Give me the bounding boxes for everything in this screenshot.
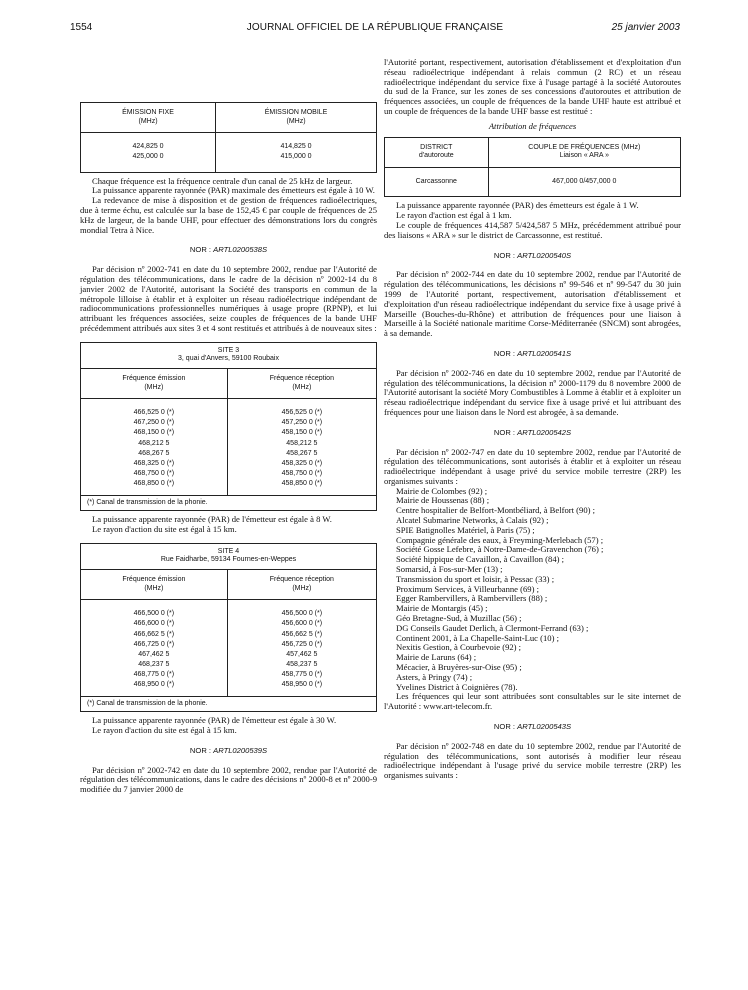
- emission-table: [80, 102, 377, 173]
- paragraph: Le rayon d'action est égal à 1 km.: [396, 210, 512, 221]
- list-item: Société Gosse Lefebre, à Notre-Dame-de-Gravenchon (76) ;: [396, 544, 604, 555]
- site3-title: SITE 3 3, quai d'Anvers, 59100 Roubaix: [81, 342, 377, 368]
- list-item: Mécacier, à Bruyères-sur-Oise (95) ;: [396, 662, 522, 673]
- site3-note: (*) Canal de transmission de la phonie.: [81, 495, 377, 511]
- list-item: Mairie de Montargis (45) ;: [396, 603, 488, 614]
- paragraph: Le rayon d'action du site est égal à 15 km.: [92, 725, 237, 736]
- list-item: Société hippique de Cavaillon, à Cavaillon (84) ;: [396, 554, 565, 565]
- journal-title: JOURNAL OFFICIEL DE LA RÉPUBLIQUE FRANÇAISE: [246, 22, 504, 33]
- paragraph: La puissance apparente rayonnée (PAR) de l'émetteur est égale à 8 W.: [92, 514, 332, 525]
- site3-emission-header: Fréquence émission (MHz): [81, 368, 228, 398]
- emission-fixe-values: 424,825 0 425,000 0: [81, 133, 216, 172]
- nor-reference: NOR : ARTL0200539S: [189, 745, 268, 755]
- paragraph: Par décision nº 2002-742 en date du 10 septembre 2002, rendue par l'Autorité de régulation des télécommunications, dans le cadre des décisions nº 2000-8 et nº 2000-9 modifiée du 7 janvier 2000 de: [80, 764, 377, 795]
- paragraph: Par décision nº 2002-748 en date du 10 septembre 2002, rendue par l'Autorité de régulation des télécommunications, sont autorisés à modifier leur réseau radioélectrique indépendant à l'usage privé du service mobile terrestre (2RP) les organismes suivants :: [384, 740, 681, 781]
- paragraph: Le rayon d'action du site est égal à 15 km.: [92, 523, 237, 534]
- publication-date: 25 janvier 2003: [611, 22, 680, 33]
- paragraph: Les fréquences qui leur sont attribuées sont consultables sur le site internet de l'Autorité : www.art-telecom.fr.: [384, 691, 681, 712]
- list-item: Centre hospitalier de Belfort-Montbéliard, à Belfort (90) ;: [396, 505, 596, 516]
- list-item: Egger Rambervillers, à Rambervillers (88) ;: [396, 593, 548, 604]
- district-header: DISTRICT d'autoroute: [385, 137, 489, 167]
- paragraph: Par décision nº 2002-741 en date du 10 septembre 2002, rendue par l'Autorité de régulation des télécommunications, dans le cadre de la décision nº 2002-14 du 8 janvier 2002 de l'Autorité, autorisant la Société des transports en commun de la métropole lilloise à établir et à exploiter un réseau radioélectrique indépendant de radiocommunications professionnelles numériques à usage propre (RPNP), et lui attribuant les fréquences associées, seize couples de fréquences de la bande UHF précédemment attribués aux sites 3 et 4 sont restitués et attribués à de nouveaux sites :: [80, 264, 377, 333]
- list-item: Yvelines District à Coignières (78).: [396, 681, 518, 692]
- nor-reference: NOR : ARTL0200542S: [493, 427, 572, 437]
- list-item: Mairie de Houssenas (88) ;: [396, 495, 490, 506]
- list-item: Mairie de Laruns (64) ;: [396, 652, 477, 663]
- list-item: Proximum Services, à Villeurbanne (69) ;: [396, 583, 540, 594]
- list-item: Alcatel Submarine Networks, à Calais (92) ;: [396, 515, 549, 526]
- paragraph: Par décision nº 2002-744 en date du 10 septembre 2002, rendue par l'Autorité de régulation des télécommunications, les décisions nº 99-546 et nº 99-547 du 30 juin 1999 de l'Autorité portant, respectivement, autorisation d'établissement et d'exploitation d'un réseau radioélectrique indépendant du service fixe à usage privé à Marseille (Bouches-du-Rhône) et attribution de fréquences pour une liaison à Marseille à la Société nationale maritime Corse-Méditerranée (SNCM) sont abrogées, à sa demande.: [384, 269, 681, 339]
- frequency-couple-cell: 467,000 0/457,000 0: [488, 167, 680, 197]
- list-item: Compagnie générale des eaux, à Freyming-Merlebach (57) ;: [396, 534, 604, 545]
- paragraph: La puissance apparente rayonnée (PAR) maximale des émetteurs est égale à 10 W.: [92, 185, 375, 196]
- emission-mobile-values: 414,825 0 415,000 0: [216, 133, 377, 172]
- frequency-couple-header: COUPLE DE FRÉQUENCES (MHz) Liaison « ARA »: [488, 137, 680, 167]
- paragraph: Par décision nº 2002-747 en date du 10 septembre 2002, rendue par l'Autorité de régulation des télécommunications, sont autorisés à établir et à exploiter un réseau radioélectrique indépendant à usage privé du service mobile terrestre (2RP) les organismes suivants :: [384, 446, 681, 486]
- list-item: Nexitis Gestion, à Courbevoie (92) ;: [396, 642, 522, 653]
- left-column: [80, 70, 377, 795]
- attribution-table: [384, 137, 681, 198]
- nor-reference: NOR : ARTL0200543S: [493, 722, 572, 732]
- paragraph: Par décision nº 2002-746 en date du 10 septembre 2002, rendue par l'Autorité de régulation des télécommunications, la décision nº 2000-1179 du 8 novembre 2000 de l'Autorité autorisant la société Mory Combustibles à Lomme à établir et à exploiter un réseau radioélectrique indépendant du service fixe à usage privé et lui attribuant des fréquences pour une liaison dans le Nord est abrogée, à sa demande.: [384, 367, 681, 417]
- page-header: [70, 22, 680, 36]
- site3-emission-values: 466,525 0 (*) 467,250 0 (*) 468,150 0 (*) 468,212 5 468,267 5 468,325 0 (*) 468,750 0 (*) 468,850 0 (*): [81, 399, 228, 496]
- site4-note: (*) Canal de transmission de la phonie.: [81, 696, 377, 712]
- nor-reference: NOR : ARTL0200538S: [189, 245, 268, 255]
- site3-reception-values: 456,525 0 (*) 457,250 0 (*) 458,150 0 (*) 458,212 5 458,267 5 458,325 0 (*) 458,750 0 (*) 458,850 0 (*): [227, 399, 376, 496]
- site4-reception-values: 456,500 0 (*) 456,600 0 (*) 456,662 5 (*) 456,725 0 (*) 457,462 5 458,237 5 458,775 0 (*) 458,950 0 (*): [227, 600, 376, 697]
- list-item: Transmission du sport et loisir, à Pessac (33) ;: [396, 573, 555, 584]
- nor-reference: NOR : ARTL0200541S: [493, 348, 572, 358]
- list-item: SPIE Batignolles Matériel, à Paris (75) ;: [396, 524, 535, 535]
- list-item: Mairie de Colombes (92) ;: [396, 485, 488, 496]
- paragraph: Chaque fréquence est la fréquence centrale d'un canal de 25 kHz de largeur.: [92, 175, 353, 186]
- list-item: Somarsid, à Fos-sur-Mer (13) ;: [396, 564, 503, 575]
- site4-emission-values: 466,500 0 (*) 466,600 0 (*) 466,662 5 (*) 466,725 0 (*) 467,462 5 468,237 5 468,775 0 (*) 468,950 0 (*): [81, 600, 228, 697]
- list-item: Asters, à Pringy (74) ;: [396, 671, 473, 682]
- site4-title: SITE 4 Rue Faidharbe, 59134 Fournes-en-Weppes: [81, 543, 377, 569]
- list-item: DG Conseils Gaudet Derlich, à Clermont-Ferrand (63) ;: [396, 622, 589, 633]
- nor-reference: NOR : ARTL0200540S: [493, 250, 572, 260]
- site3-reception-header: Fréquence réception (MHz): [227, 368, 376, 398]
- emission-mobile-header: ÉMISSION MOBILE (MHz): [216, 103, 377, 133]
- right-column: [384, 58, 681, 781]
- page-number: 1554: [70, 22, 93, 33]
- site4-reception-header: Fréquence réception (MHz): [227, 569, 376, 599]
- list-item: Géo Bretagne-Sud, à Muzillac (56) ;: [396, 613, 522, 624]
- paragraph: l'Autorité portant, respectivement, autorisation d'établissement et d'exploitation d'un réseau radioélectrique indépendant à relais commun (2 RC) et un réseau radioélectrique indépendant du service fixe à l'usage partagé à la société Autoroutes du sud de la France, sur les zones de ses concessions d'autoroutes et attribution de fréquences associées, un couple de fréquences de la bande UHF haute est attribué et un couple de fréquences de la bande UHF basse est restitué :: [384, 57, 681, 116]
- site3-table: [80, 342, 377, 511]
- table-caption: Attribution de fréquences: [488, 120, 577, 131]
- list-item: Continent 2001, à La Chapelle-Saint-Luc (10) ;: [396, 632, 560, 643]
- paragraph: La puissance apparente rayonnée (PAR) de l'émetteur est égale à 30 W.: [92, 715, 337, 726]
- organisations-list: [384, 487, 681, 693]
- site4-emission-header: Fréquence émission (MHz): [81, 569, 228, 599]
- paragraph: La puissance apparente rayonnée (PAR) des émetteurs est égale à 1 W.: [396, 200, 639, 211]
- site4-table: [80, 543, 377, 712]
- paragraph: Le couple de fréquences 414,587 5/424,587 5 MHz, précédemment attribué pour des liaisons « ARA » sur le district de Carcassonne, est restitué.: [384, 219, 681, 240]
- paragraph: La redevance de mise à disposition et de gestion de fréquences radioélectriques, due à terme échu, est calculée sur la base de 152,45 € par couple de fréquences de 25 kHz de largeur, de la bande UHF, pour effectuer des démonstrations lors du congrès mondial Tetra à Nice.: [80, 195, 377, 235]
- district-cell: Carcassonne: [385, 167, 489, 197]
- emission-fixe-header: ÉMISSION FIXE (MHz): [81, 103, 216, 133]
